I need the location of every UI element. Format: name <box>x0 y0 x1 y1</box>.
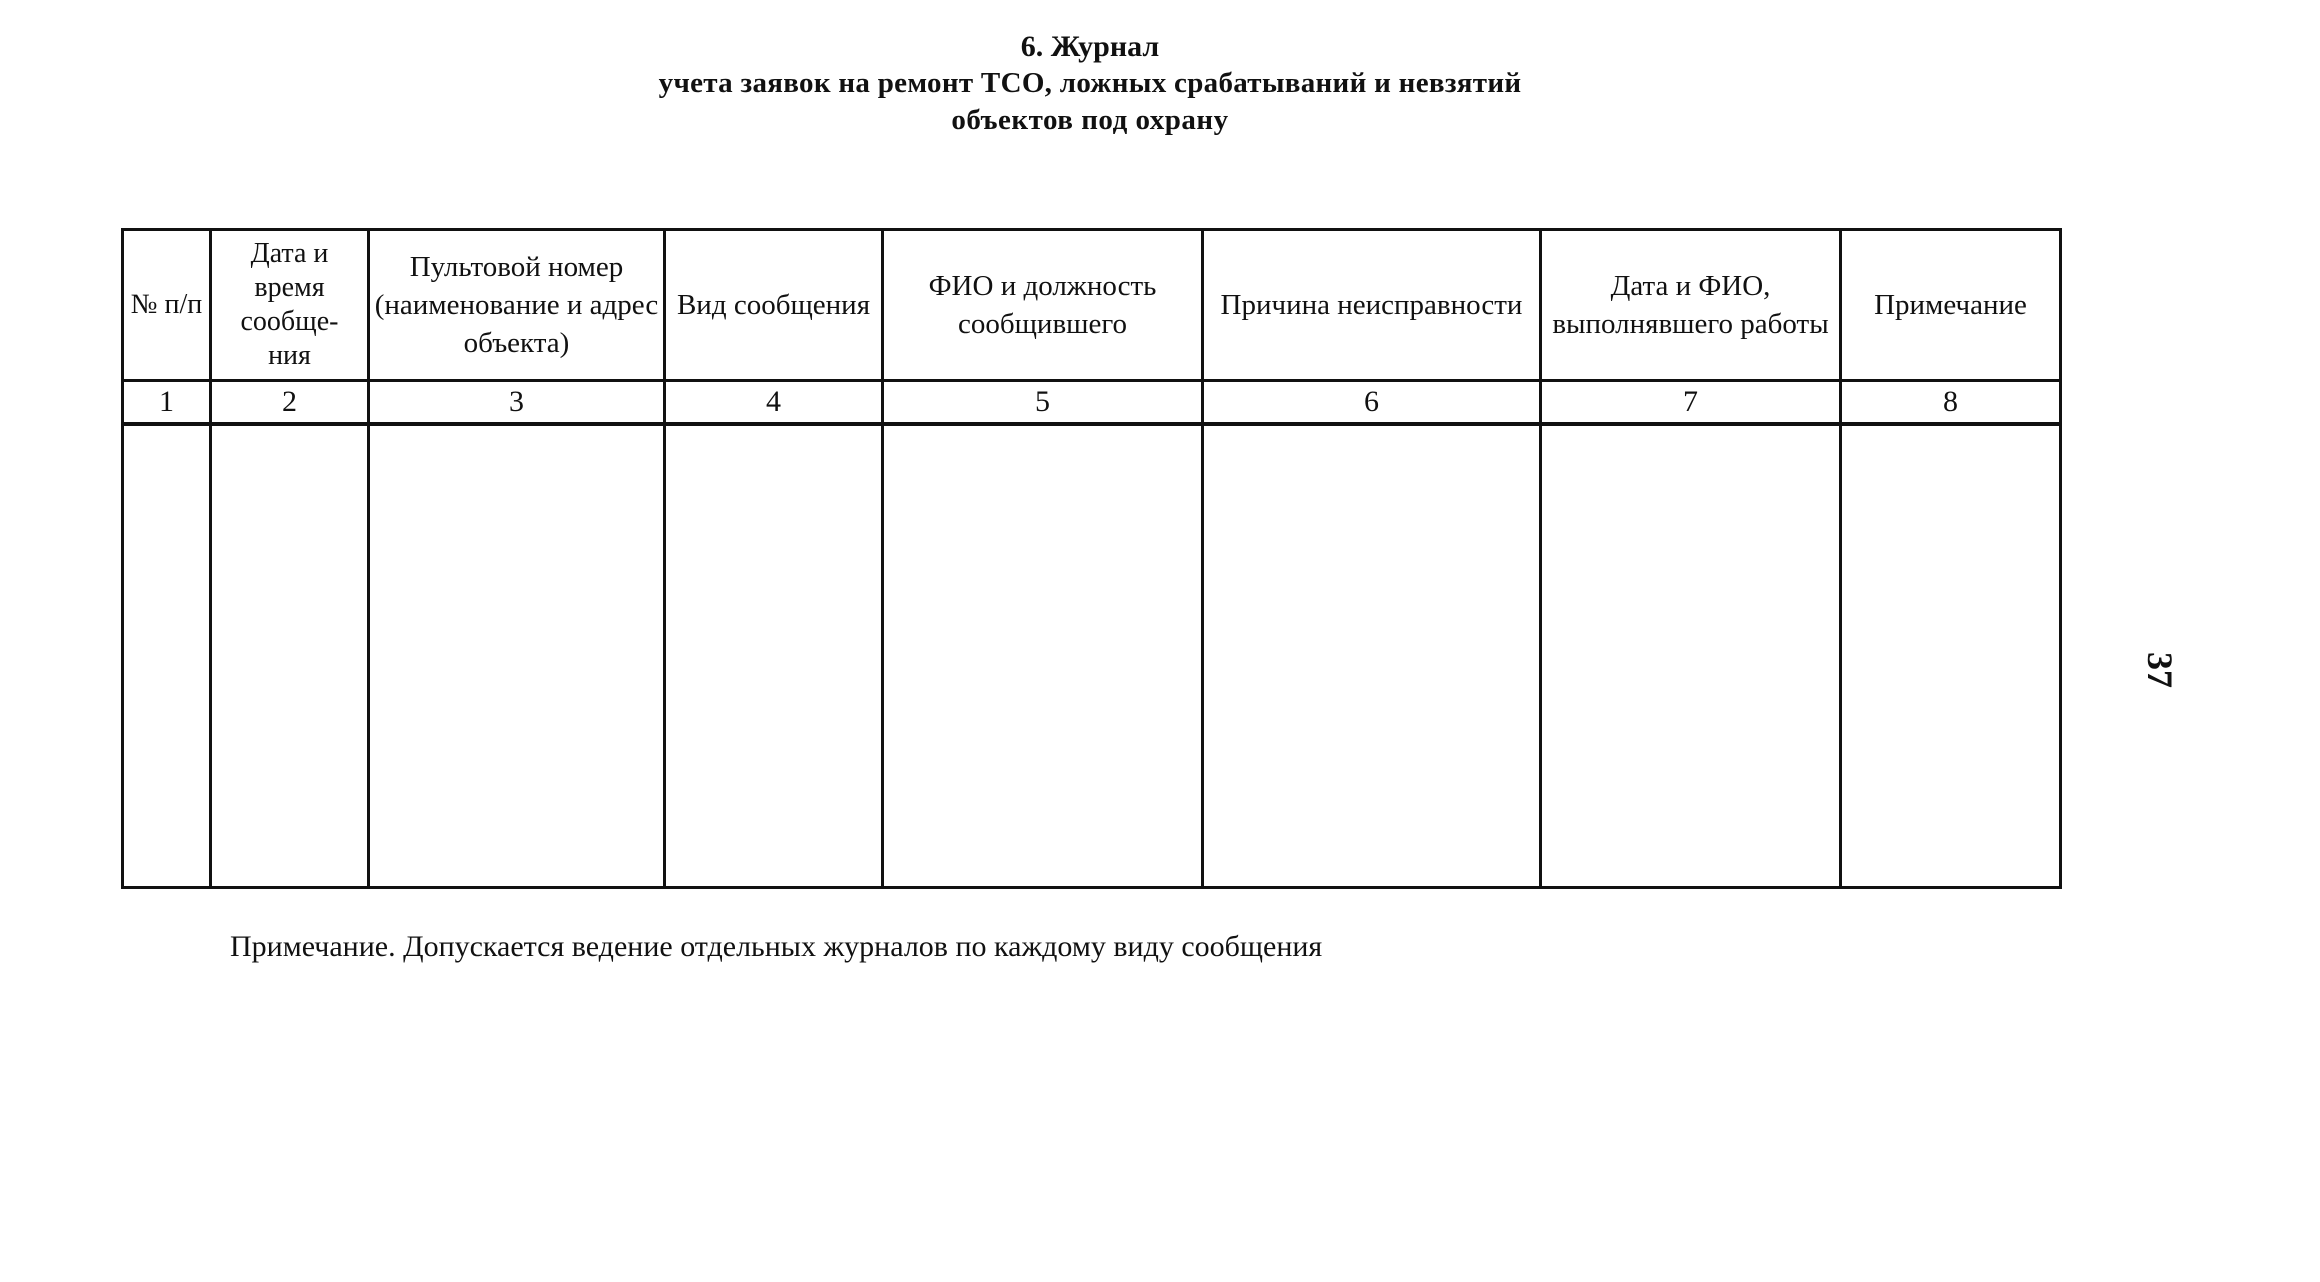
page-number: 37 <box>2140 652 2180 688</box>
table-cell <box>1541 424 1841 888</box>
column-number: 4 <box>665 381 883 425</box>
table-note: Примечание. Допускается ведение отдельных журналов по каждому виду сообщения <box>230 930 1323 963</box>
table-header-row <box>123 230 2061 381</box>
column-number: 1 <box>123 381 211 425</box>
column-number: 8 <box>1841 381 2061 425</box>
table-cell <box>1203 424 1541 888</box>
title-line-3: объектов под охрану <box>951 104 1229 136</box>
header-number: № п/п <box>123 230 211 381</box>
header-executor: Дата и ФИО, выполнявшего работы <box>1541 230 1841 381</box>
title-line-1: 6. Журнал <box>1020 30 1160 63</box>
header-remark: Примечание <box>1841 230 2061 381</box>
table-cell <box>369 424 665 888</box>
document-title <box>0 28 2180 139</box>
journal-table <box>121 228 2062 889</box>
column-number: 5 <box>883 381 1203 425</box>
column-number: 3 <box>369 381 665 425</box>
table-cell <box>123 424 211 888</box>
table-cell <box>883 424 1203 888</box>
header-fault-reason: Причина неисправности <box>1203 230 1541 381</box>
header-console-number: Пультовой номер (наименование и адрес объекта) <box>369 230 665 381</box>
column-number: 6 <box>1203 381 1541 425</box>
column-number-row <box>123 381 2061 425</box>
table-cell <box>665 424 883 888</box>
table-cell <box>211 424 369 888</box>
column-number: 7 <box>1541 381 1841 425</box>
header-reporter: ФИО и должность сообщившего <box>883 230 1203 381</box>
table-row <box>123 424 2061 888</box>
table-cell <box>1841 424 2061 888</box>
header-message-type: Вид сообщения <box>665 230 883 381</box>
column-number: 2 <box>211 381 369 425</box>
title-line-2: учета заявок на ремонт ТСО, ложных срабатываний и невзятий <box>658 67 1522 99</box>
header-date-time: Дата и время сообще- ния <box>211 230 369 381</box>
